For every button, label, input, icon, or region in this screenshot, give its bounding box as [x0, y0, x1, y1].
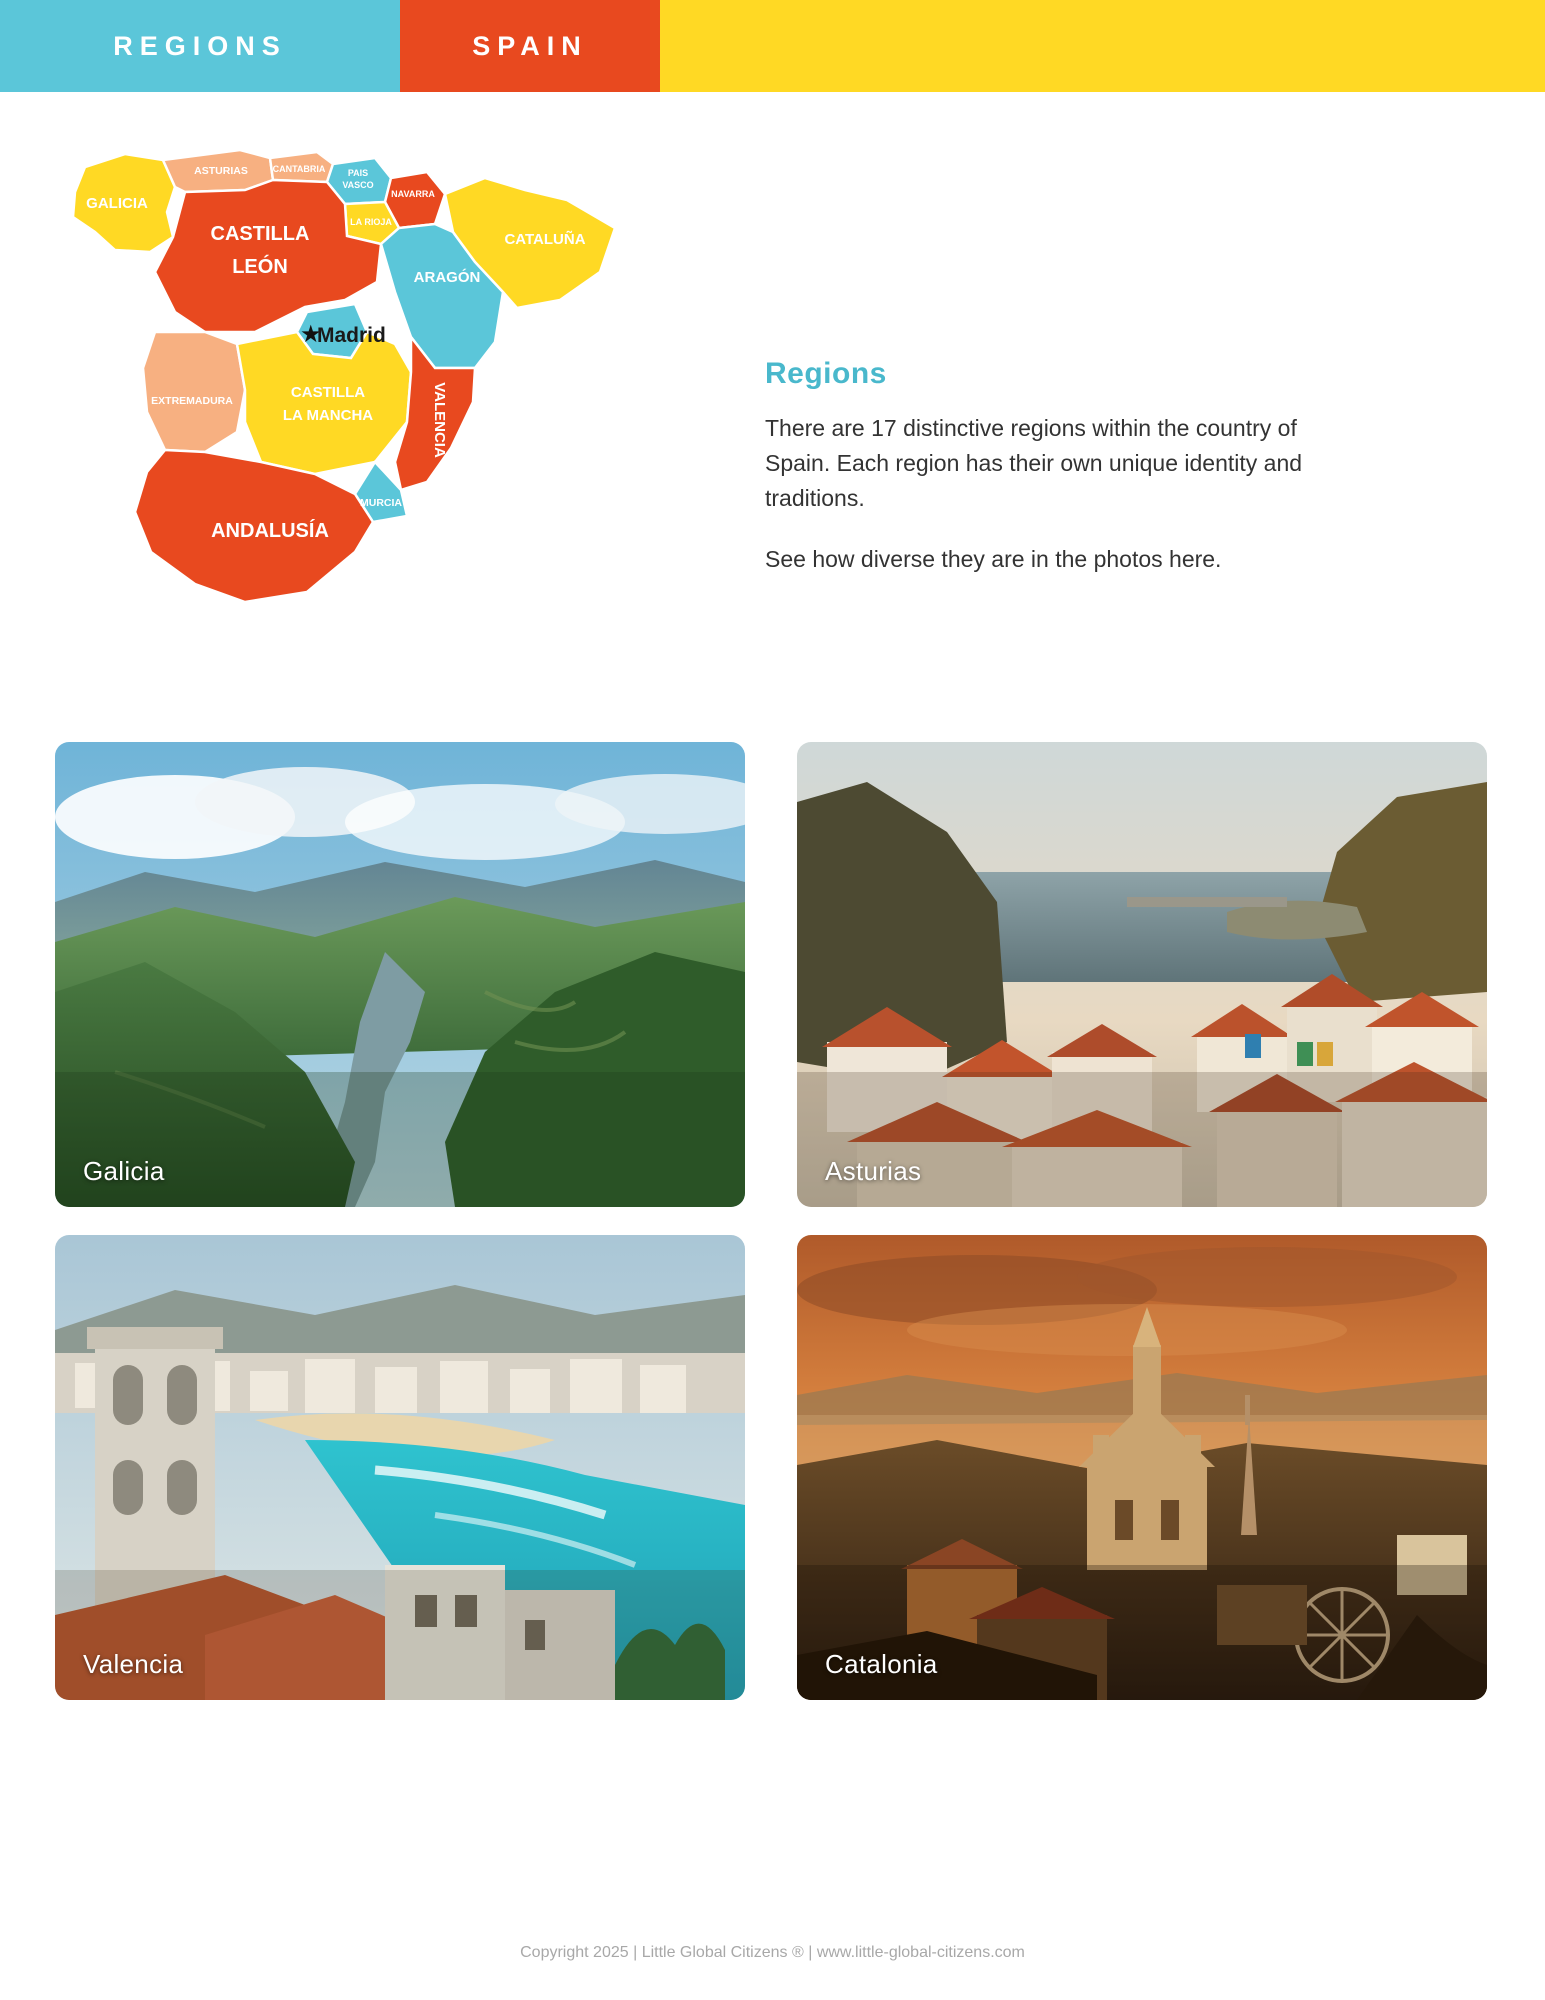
photo-image-valencia	[55, 1235, 745, 1700]
regions-paragraph-2: See how diverse they are in the photos here.	[765, 545, 1222, 572]
header-yellow-bar	[660, 0, 1545, 92]
photo-image-asturias	[797, 742, 1487, 1207]
photo-caption-galicia: Galicia	[83, 1156, 165, 1186]
photo-card-catalonia	[797, 1235, 1487, 1700]
photo-image-galicia	[55, 742, 745, 1207]
map-label-mancha-line2: LA MANCHA	[282, 407, 374, 424]
photo-card-asturias	[797, 742, 1487, 1207]
map-label-madrid: Madrid	[317, 324, 386, 347]
header-regions-label: REGIONS	[113, 30, 287, 61]
map-label-pais-vasco-line1: PAIS	[347, 168, 369, 178]
map-label-asturias: ASTURIAS	[194, 165, 248, 177]
regions-text-column	[705, 132, 1490, 712]
photo-caption-catalonia: Catalonia	[825, 1649, 938, 1679]
map-label-cantabria: CANTABRIA	[272, 164, 326, 174]
map-label-cataluna: CATALUÑA	[504, 231, 586, 248]
map-label-pais-vasco-line2: VASCO	[342, 180, 374, 190]
map-label-valencia: VALENCIA	[431, 382, 448, 458]
map-label-aragon: ARAGÓN	[413, 269, 481, 286]
photo-card-valencia	[55, 1235, 745, 1700]
photo-caption-valencia: Valencia	[83, 1649, 184, 1679]
photo-caption-asturias: Asturias	[825, 1156, 922, 1186]
header-country-label: SPAIN	[472, 30, 588, 61]
photo-grid	[0, 712, 1545, 1700]
header-regions-banner	[0, 0, 400, 92]
map-label-castilla-line1: CASTILLA	[210, 223, 310, 245]
map-label-mancha-line1: CASTILLA	[290, 384, 366, 401]
photo-image-catalonia	[797, 1235, 1487, 1700]
regions-paragraph-1: There are 17 distinctive regions within the country of Spain. Each region has their own unique identity and traditions.	[765, 415, 1303, 511]
map-label-extremadura: EXTREMADURA	[151, 395, 233, 407]
map-label-andalusia: ANDALUSÍA	[211, 520, 329, 542]
map-label-la-rioja: LA RIOJA	[350, 217, 392, 227]
map-label-navarra: NAVARRA	[391, 189, 435, 199]
map-label-castilla-line2: LEÓN	[232, 256, 288, 278]
capital-star-icon: ★	[300, 321, 322, 348]
photo-card-galicia	[55, 742, 745, 1207]
regions-heading: Regions	[765, 357, 887, 390]
page-footer: Copyright 2025 | Little Global Citizens ® | www.little-global-citizens.com	[520, 1944, 1025, 1961]
page-header	[0, 0, 1545, 92]
map-label-galicia: GALICIA	[86, 195, 148, 212]
spain-map	[55, 132, 705, 712]
header-country-banner	[400, 0, 660, 92]
map-label-murcia: MURCIA	[360, 497, 402, 509]
map-region-extremadura	[143, 332, 245, 452]
spain-map-svg	[55, 132, 675, 652]
map-and-text-section	[0, 92, 1545, 712]
